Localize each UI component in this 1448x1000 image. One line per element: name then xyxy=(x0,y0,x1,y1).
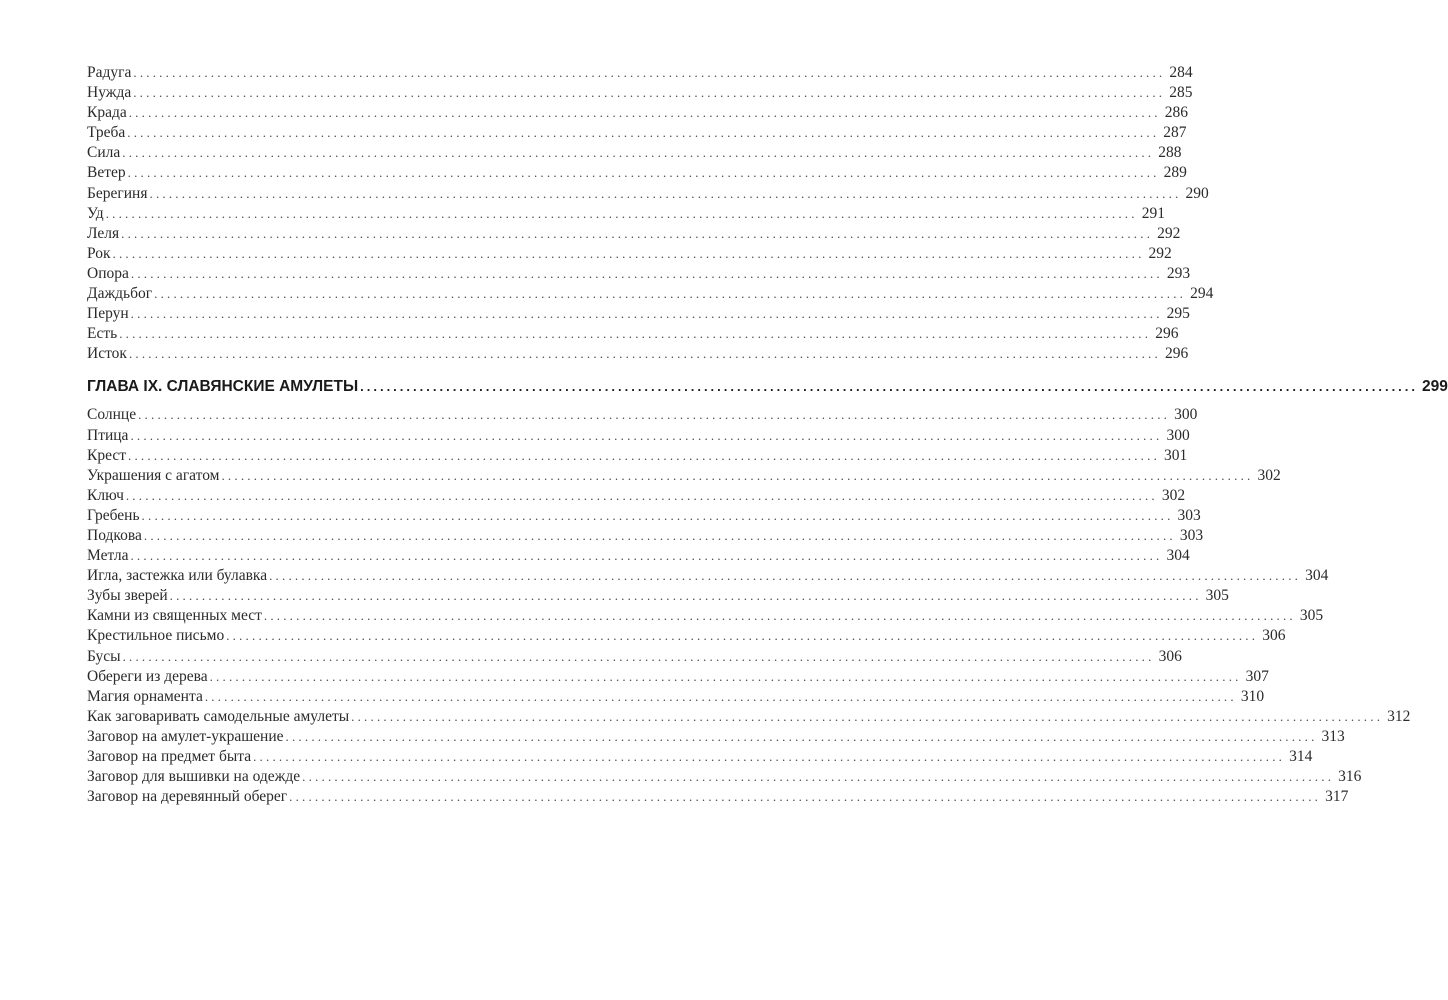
toc-entry-title: Метла xyxy=(87,547,129,565)
toc-entry xyxy=(87,123,1187,143)
toc-entry-title: Заговор на деревянный оберег xyxy=(87,788,288,806)
toc-entry xyxy=(87,344,1189,364)
toc-entry-title: Исток xyxy=(87,345,127,363)
toc-entry-page-number: 305 xyxy=(1299,607,1324,625)
toc-entry-title: Зубы зверей xyxy=(87,587,168,605)
toc-entry xyxy=(87,426,1190,446)
toc-entry-title: Рок xyxy=(87,244,111,262)
toc-entry xyxy=(87,586,1229,606)
toc-entry-title: Солнце xyxy=(87,406,137,424)
toc-entry-page-number: 296 xyxy=(1155,325,1179,343)
toc-entry xyxy=(87,546,1190,566)
toc-entry xyxy=(87,506,1201,526)
toc-entry-page-number: 306 xyxy=(1262,627,1286,645)
toc-entry-page-number: 307 xyxy=(1245,667,1269,685)
toc-entry-title: Радуга xyxy=(87,64,132,81)
toc-entry-title: Сила xyxy=(87,144,121,162)
dot-leader: ................................................................................................................................................................ xyxy=(149,185,1182,201)
toc-entry-title: Перун xyxy=(87,305,129,323)
dot-leader: ................................................................................................................................................................ xyxy=(154,286,1187,302)
toc-entry-page-number: 284 xyxy=(1169,64,1193,81)
toc-entry xyxy=(87,707,1411,727)
toc-entry xyxy=(87,647,1182,667)
toc-section-2 xyxy=(87,405,1411,807)
chapter-title: ГЛАВА IX. СЛАВЯНСКИЕ АМУЛЕТЫ xyxy=(87,378,359,396)
dot-leader: ................................................................................................................................................................ xyxy=(289,789,1322,805)
dot-leader: ................................................................................................................................................................ xyxy=(263,608,1296,624)
toc-entry-page-number: 292 xyxy=(1148,244,1172,262)
toc-entry xyxy=(87,606,1324,626)
toc-entry-title: Камни из священных мест xyxy=(87,607,262,625)
toc-entry-title: Гребень xyxy=(87,506,140,524)
toc-entry-page-number: 294 xyxy=(1190,285,1214,303)
toc-entry xyxy=(87,83,1193,103)
dot-leader: ................................................................................................................................................................ xyxy=(130,548,1163,564)
dot-leader: ................................................................................................................................................................ xyxy=(125,487,1158,503)
toc-entry-title: Ветер xyxy=(87,164,126,182)
dot-leader: ................................................................................................................................................................ xyxy=(253,749,1286,764)
toc-entry xyxy=(87,304,1190,324)
toc-entry xyxy=(87,405,1198,425)
toc-entry-title: Крест xyxy=(87,446,127,464)
toc-entry-page-number: 301 xyxy=(1164,446,1188,464)
dot-leader: ................................................................................................................................................................ xyxy=(141,507,1174,523)
toc-entry-page-number: 291 xyxy=(1141,204,1165,222)
toc-entry-page-number: 304 xyxy=(1305,567,1329,585)
toc-entry xyxy=(87,667,1269,687)
toc-entry xyxy=(87,446,1188,466)
toc-entry-page-number: 300 xyxy=(1174,406,1198,424)
toc-entry-title: Подкова xyxy=(87,526,142,544)
toc-entry-title: Украшения с агатом xyxy=(87,466,220,484)
dot-leader: ................................................................................................................................................................ xyxy=(221,467,1254,483)
toc-entry-page-number: 285 xyxy=(1169,84,1193,102)
toc-entry-page-number: 316 xyxy=(1338,768,1362,786)
toc-entry-page-number: 295 xyxy=(1166,305,1190,323)
dot-leader: ................................................................................................................................................................ xyxy=(130,306,1163,322)
toc-entry-title: Ключ xyxy=(87,486,124,504)
toc-section-1 xyxy=(87,63,1214,364)
dot-leader: ................................................................................................................................................................ xyxy=(128,447,1161,463)
toc-entry-title: Крестильное письмо xyxy=(87,627,225,645)
toc-entry xyxy=(87,727,1345,747)
toc-entry-title: Треба xyxy=(87,124,126,142)
dot-leader: ................................................................................................................................................................ xyxy=(122,648,1155,664)
toc-entry-title: Леля xyxy=(87,224,120,242)
toc-entry xyxy=(87,184,1209,204)
toc-entry xyxy=(87,163,1187,183)
toc-entry-page-number: 287 xyxy=(1163,124,1187,142)
toc-entry-page-number: 303 xyxy=(1177,506,1201,524)
toc-entry-page-number: 312 xyxy=(1387,707,1411,725)
toc-entry-title: Обереги из дерева xyxy=(87,667,208,685)
dot-leader: ................................................................................................................................................................ xyxy=(119,326,1152,342)
toc-entry xyxy=(87,143,1182,163)
toc-entry-title: Магия орнамента xyxy=(87,687,203,705)
dot-leader: ................................................................................................................................................................ xyxy=(121,225,1154,241)
toc-entry-title: Опора xyxy=(87,264,129,282)
toc-entry-title: Есть xyxy=(87,325,118,343)
toc-entry xyxy=(87,284,1214,304)
toc-entry-title: Заговор на амулет-украшение xyxy=(87,727,284,745)
toc-entry-page-number: 302 xyxy=(1257,466,1281,484)
toc-entry-title: Берегиня xyxy=(87,184,148,202)
toc-entry-page-number: 289 xyxy=(1163,164,1187,182)
toc-entry-title: Птица xyxy=(87,426,129,444)
table-of-contents xyxy=(87,63,1448,807)
toc-entry xyxy=(87,103,1188,123)
toc-entry xyxy=(87,747,1313,767)
dot-leader: ................................................................................................................................................................ xyxy=(127,125,1160,141)
toc-entry-page-number: 305 xyxy=(1205,587,1229,605)
dot-leader: ................................................................................................................................................................ xyxy=(285,728,1318,744)
toc-entry-title: Уд xyxy=(87,204,104,222)
toc-entry xyxy=(87,264,1191,284)
dot-leader: ................................................................................................................................................................ xyxy=(133,85,1166,101)
toc-entry xyxy=(87,244,1172,264)
toc-entry-title: Игла, застежка или булавка xyxy=(87,567,268,585)
dot-leader: ................................................................................................................................................................ xyxy=(138,407,1171,423)
toc-entry-page-number: 313 xyxy=(1321,727,1345,745)
dot-leader: ................................................................................................................................................................ xyxy=(130,265,1163,281)
dot-leader: ................................................................................................................................................................ xyxy=(112,245,1145,261)
dot-leader: ................................................................................................................................................................ xyxy=(226,628,1259,644)
dot-leader: ................................................................................................................................................................ xyxy=(351,708,1384,724)
toc-entry xyxy=(87,687,1265,707)
dot-leader: ................................................................................................................................................................ xyxy=(269,568,1302,584)
toc-entry-title: Как заговаривать самодельные амулеты xyxy=(87,707,350,725)
dot-leader: ................................................................................................................................................................ xyxy=(127,165,1160,181)
dot-leader: ................................................................................................................................................................ xyxy=(105,205,1138,221)
dot-leader: ................................................................................................................................................................ xyxy=(130,427,1163,443)
toc-entry-title: Нужда xyxy=(87,84,132,102)
chapter-page-number: 299 xyxy=(1422,378,1448,396)
dot-leader: ................................................................................................................................................................ xyxy=(204,688,1237,704)
toc-entry-title: Заговор для вышивки на одежде xyxy=(87,768,301,786)
toc-entry xyxy=(87,486,1186,506)
toc-entry-page-number: 296 xyxy=(1164,345,1189,363)
toc-entry-page-number: 317 xyxy=(1325,788,1349,806)
toc-entry-page-number: 306 xyxy=(1158,647,1182,665)
toc-entry xyxy=(87,466,1281,486)
dot-leader: ................................................................................................................................................................ xyxy=(122,145,1155,161)
toc-entry xyxy=(87,767,1362,787)
dot-leader: ................................................................................................................................................................ xyxy=(143,527,1176,543)
toc-entry-page-number: 303 xyxy=(1179,526,1204,544)
toc-entry-page-number: 292 xyxy=(1157,224,1181,242)
toc-entry-title: Крада xyxy=(87,104,127,122)
toc-entry-page-number: 286 xyxy=(1164,104,1188,122)
toc-entry xyxy=(87,324,1179,344)
toc-entry xyxy=(87,204,1165,224)
toc-entry-page-number: 300 xyxy=(1166,426,1190,444)
toc-entry-page-number: 288 xyxy=(1158,144,1182,162)
dot-leader: ................................................................................................................................................................ xyxy=(302,769,1335,785)
chapter-heading xyxy=(87,376,1448,398)
dot-leader: ................................................................................................................................................................ xyxy=(128,346,1161,362)
toc-entry-page-number: 310 xyxy=(1240,687,1265,705)
toc-entry xyxy=(87,526,1204,546)
toc-entry-page-number: 293 xyxy=(1166,264,1191,282)
toc-entry-page-number: 302 xyxy=(1161,486,1186,504)
toc-entry xyxy=(87,626,1286,646)
dot-leader: ................................................................................................................................................................ xyxy=(209,668,1242,684)
toc-entry xyxy=(87,566,1329,586)
toc-entry-title: Даждьбог xyxy=(87,285,153,303)
toc-entry-page-number: 314 xyxy=(1289,748,1313,765)
dot-leader: ................................................................................................................................................................ xyxy=(133,65,1166,80)
toc-entry xyxy=(87,787,1349,807)
toc-entry-page-number: 304 xyxy=(1166,547,1190,565)
toc-entry-title: Бусы xyxy=(87,647,121,665)
toc-entry-title: Заговор на предмет быта xyxy=(87,748,252,765)
toc-entry xyxy=(87,224,1181,244)
toc-entry xyxy=(87,63,1193,83)
dot-leader: ................................................................................................................................................................ xyxy=(360,379,1419,395)
dot-leader: ................................................................................................................................................................ xyxy=(128,105,1161,121)
toc-entry-page-number: 290 xyxy=(1185,184,1209,202)
dot-leader: ................................................................................................................................................................ xyxy=(169,588,1202,604)
